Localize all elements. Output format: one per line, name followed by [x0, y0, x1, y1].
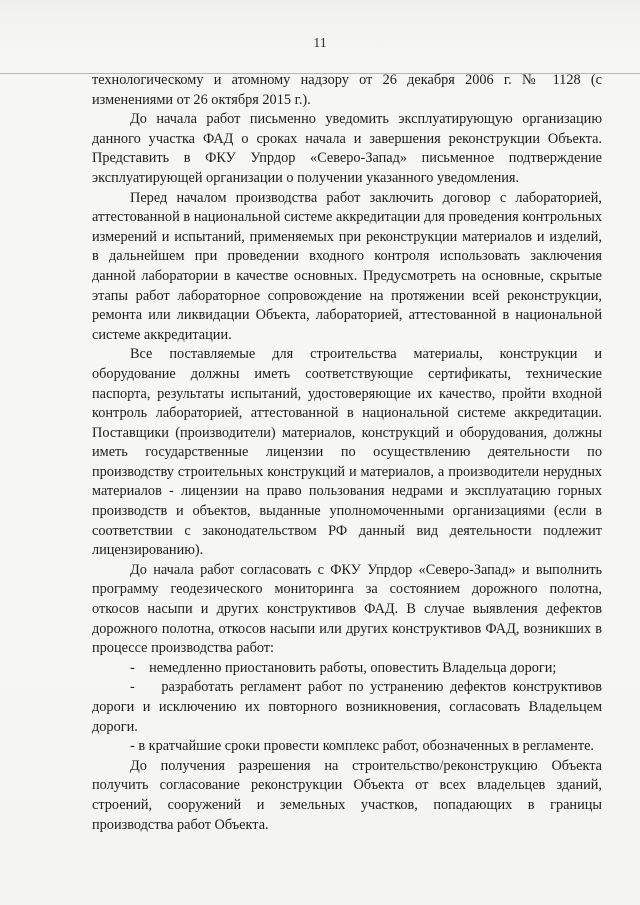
document-body — [92, 71, 602, 835]
list-item-suspend-works — [92, 659, 602, 679]
paragraph-notify-operator: До начала работ письменно уведомить эксплуатирующую организацию данного участка ФАД о сроках начала и завершения реконструкции Объекта. Представить в ФКУ Упрдор «Северо-Запад» письменное подтверждение эксплуатирующей организации о получении указанного уведомления. — [92, 111, 602, 186]
page-number: 11 — [313, 36, 327, 51]
paragraph-geodetic-monitoring: До начала работ согласовать с ФКУ Упрдор «Северо-Запад» и выполнить программу геодезического мониторинга за состоянием дорожного полотна, откосов насыпи и других конструктивов ФАД. В случае выявления дефектов дорожного полотна, откосов насыпи или других конструктивов ФАД, возникших в процессе производства работ: — [92, 561, 602, 657]
paragraph-continuation: технологическому и атомному надзору от 26 декабря 2006 г. № 1128 (с изменениями от 26 октября 2015 г.). — [92, 72, 602, 108]
list-dash: - — [130, 738, 135, 755]
paragraph-materials-certificates: Все поставляемые для строительства материалы, конструкции и оборудование должны иметь соответствующие сертификаты, технические паспорта, результаты испытаний, удостоверяющие их качество, пройти входной контроль лабораторией, аттестованной в национальной системе аккредитации. Поставщики (производители) материалов, конструкций и оборудования, должны иметь государственные лицензии по осуществлению деятельности по производству строительных конструкций и материалов, а производители нерудных материалов - лицензии на право пользования недрами и эксплуатацию горных производств и объектов, выданные уполномоченными организациями (если в соответствии с законодательством РФ данный вид деятельности подлежит лицензированию). — [92, 346, 602, 559]
paragraph-owner-approval: До получения разрешения на строительство/реконструкцию Объекта получить согласование реконструкции Объекта от всех владельцев зданий, строений, сооружений и земельных участков, попадающих в границы производства работ Объекта. — [92, 757, 602, 833]
list-dash: - — [130, 659, 135, 676]
list-item-develop-regulation — [92, 678, 602, 737]
list-item-carry-out-works — [92, 737, 602, 757]
list-item-text: разработать регламент работ по устранению дефектов конструктивов дороги и исключению их повторного возникновения, согласовать Владельцем дороги. — [92, 679, 602, 735]
list-item-text: в кратчайшие сроки провести комплекс работ, обозначенных в регламенте. — [138, 738, 594, 755]
paragraph-laboratory-contract: Перед началом производства работ заключить договор с лабораторией, аттестованной в национальной системе аккредитации для проведения контрольных измерений и испытаний, применяемых при реконструкции материалов и изделий, в дальнейшем при проведении входного контроля использовать заключения данной лаборатории в качестве основных. Предусмотреть на основные, скрытые этапы работ лабораторное сопровождение на протяжении всей реконструкции, ремонта или ликвидации Объекта, лабораторией, аттестованной в национальной системе аккредитации. — [92, 189, 602, 343]
list-item-text: немедленно приостановить работы, оповестить Владельца дороги; — [149, 659, 557, 676]
list-dash: - — [130, 679, 135, 696]
